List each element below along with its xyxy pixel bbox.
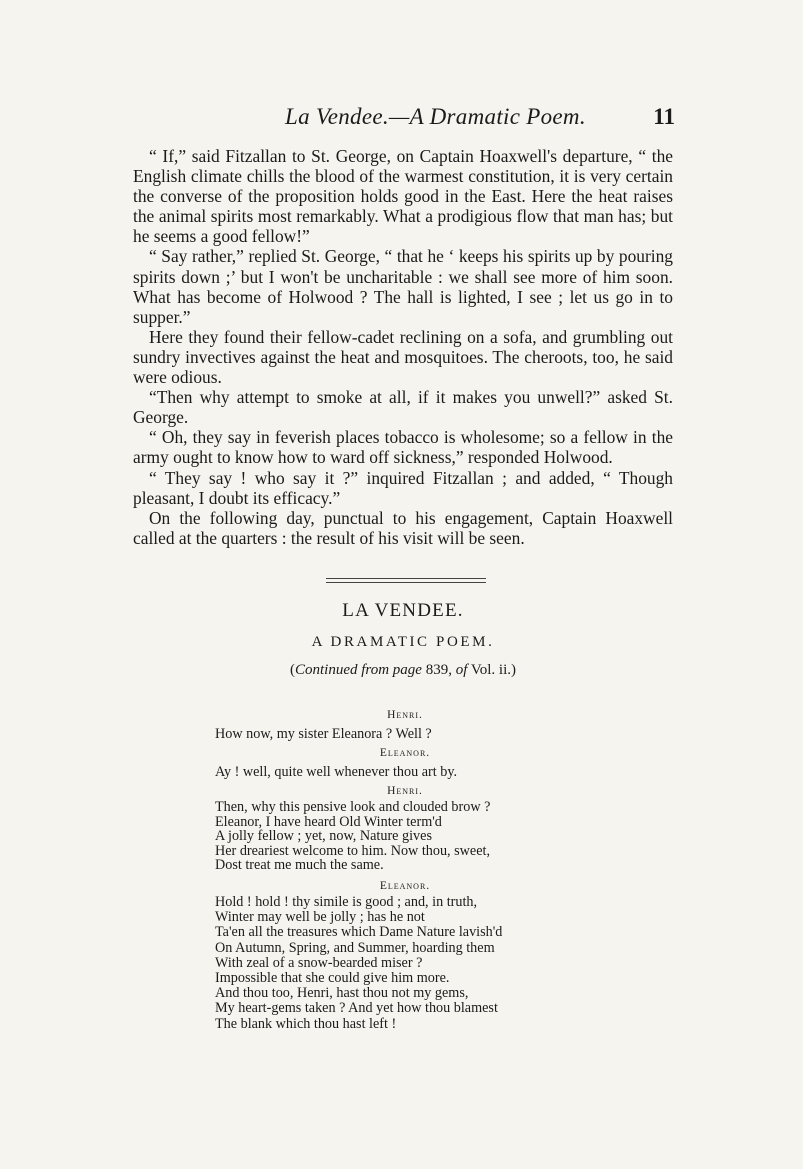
- verse-line: With zeal of a snow-bearded miser ?: [215, 954, 423, 971]
- paragraph: “ Say rather,” replied St. George, “ that he ‘ keeps his spirits up by pouring spirits down ;’ but I won't be uncharitable : we shall see more of him soon. What has become of Holwood ? The hall is lighted, I see ; let us go in to supper.”: [133, 246, 673, 327]
- paragraph: Here they found their fellow-cadet reclining on a sofa, and grumbling out sundry invectives against the heat and mosquitoes. The cheroots, too, he said were odious.: [133, 326, 673, 388]
- continuation-page: 839,: [421, 662, 456, 678]
- poem-subtitle: A DRAMATIC POEM.: [311, 634, 495, 650]
- verse-line: Dost treat me much the same.: [215, 857, 384, 874]
- running-header: [135, 104, 675, 134]
- speaker-name: Eleanor.: [379, 747, 431, 759]
- verse-line: How now, my sister Eleanora ? Well ?: [215, 726, 432, 742]
- poem-title: LA VENDEE.: [342, 600, 464, 621]
- continuation-italic: Continued from page: [295, 662, 422, 678]
- verse-line: Then, why this pensive look and clouded brow ?: [215, 799, 491, 815]
- continuation-volume: Vol. ii.): [467, 662, 516, 678]
- speaker-name: Eleanor.: [379, 879, 431, 892]
- verse-line: The blank which thou hast left !: [215, 1015, 397, 1032]
- verse-line: Her dreariest welcome to him. Now thou, sweet,: [215, 842, 491, 859]
- paragraph: “ If,” said Fitzallan to St. George, on Captain Hoaxwell's departure, “ the English climate chills the blood of the warmest constitution, it is very certain the converse of the proposition holds good in the East. Here the heat raises the animal spirits most remarkably. What a prodigious flow that man has; but he seems a good fellow!”: [133, 146, 673, 247]
- verse-line: On Autumn, Spring, and Summer, hoarding them: [215, 939, 495, 956]
- section-divider: [326, 578, 486, 579]
- verse-line: Ta'en all the treasures which Dame Nature lavish'd: [215, 924, 503, 941]
- verse-line: Impossible that she could give him more.: [215, 969, 450, 986]
- verse-line: Ay ! well, quite well whenever thou art by.: [215, 764, 458, 780]
- speech-block: [215, 706, 595, 744]
- page-number: 11: [653, 104, 675, 129]
- verse-line: Winter may well be jolly ; has he not: [215, 909, 425, 926]
- verse-line: Hold ! hold ! thy simile is good ; and, in truth,: [215, 893, 478, 910]
- speaker-name: Henri.: [387, 785, 423, 797]
- verse-line: A jolly fellow ; yet, now, Nature gives: [215, 828, 432, 845]
- paragraph: On the following day, punctual to his engagement, Captain Hoaxwell called at the quarters : the result of his visit will be seen.: [133, 507, 673, 548]
- speech-block: [215, 877, 595, 1032]
- section-divider: [326, 582, 486, 583]
- verse-dialogue: [215, 706, 595, 1032]
- continuation-note: (Continued from page 839, of Vol. ii.): [290, 662, 516, 678]
- prose-section: [133, 146, 673, 548]
- verse-line: And thou too, Henri, hast thou not my gems,: [215, 985, 469, 1002]
- verse-line: Eleanor, I have heard Old Winter term'd: [215, 813, 442, 830]
- speech-block: [215, 782, 595, 873]
- running-title: La Vendee.—A Dramatic Poem.: [285, 104, 586, 129]
- continuation-of: of: [455, 662, 468, 678]
- paragraph: “ Oh, they say in feverish places tobacco is wholesome; so a fellow in the army ought to know how to ward off sickness,” responded Holwood.: [133, 427, 673, 468]
- paragraph: “ They say ! who say it ?” inquired Fitzallan ; and added, “ Though pleasant, I doubt its efficacy.”: [133, 467, 673, 508]
- paragraph: “Then why attempt to smoke at all, if it makes you unwell?” asked St. George.: [133, 387, 673, 428]
- verse-line: My heart-gems taken ? And yet how thou blamest: [215, 1000, 498, 1017]
- speech-block: [215, 744, 595, 782]
- speaker-name: Henri.: [387, 709, 423, 721]
